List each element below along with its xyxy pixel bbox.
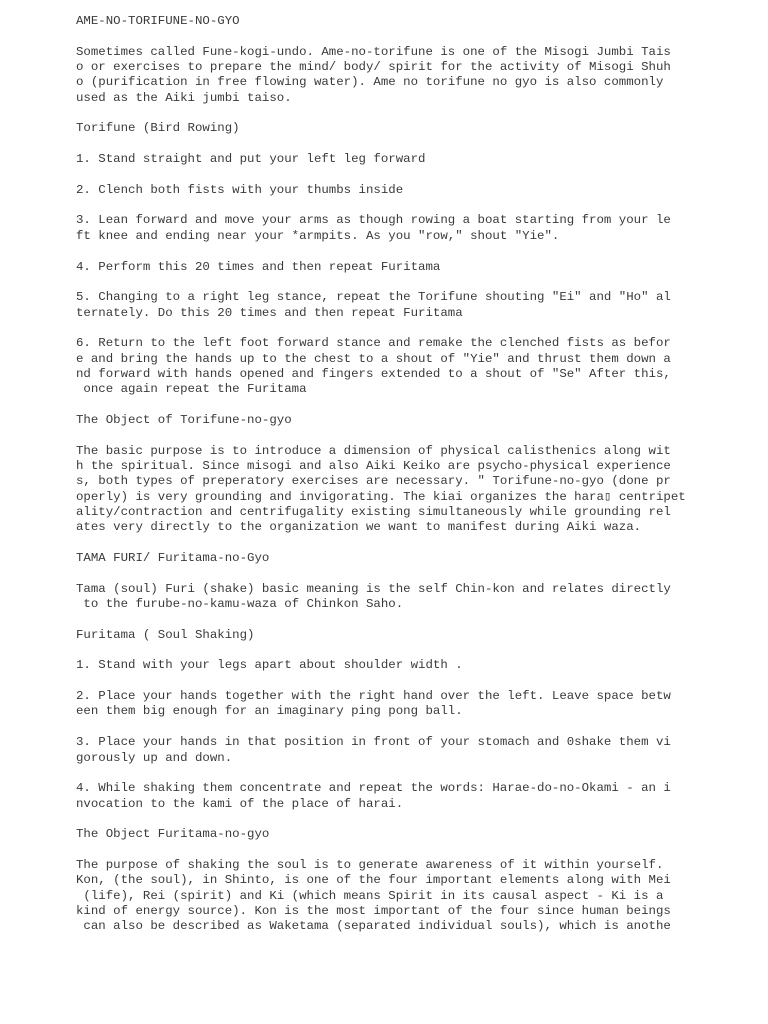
text-line: The Object Furitama-no-gyo: [76, 827, 270, 842]
document-page: [76, 14, 686, 950]
document-title: [76, 14, 676, 29]
furitama-step-2: [76, 689, 676, 720]
step-1: [76, 152, 676, 167]
text-line: 3. Lean forward and move your arms as though rowing a boat starting from your le: [76, 213, 671, 228]
section-heading-object-furitama: [76, 827, 676, 842]
text-line: een them big enough for an imaginary ping pong ball.: [76, 704, 463, 719]
text-line: s, both types of preperatory exercises are necessary. " Torifune-no-gyo (done pr: [76, 474, 671, 489]
intro-paragraph: [76, 45, 676, 106]
text-line: ternately. Do this 20 times and then repeat Furitama: [76, 305, 463, 320]
section-heading-tama-furi: [76, 551, 676, 566]
text-line: 1. Stand with your legs apart about shoulder width .: [76, 658, 463, 673]
text-line: AME-NO-TORIFUNE-NO-GYO: [76, 14, 240, 28]
text-line: used as the Aiki jumbi taiso.: [76, 90, 292, 105]
step-3: [76, 213, 676, 244]
text-line: o or exercises to prepare the mind/ body/ spirit for the activity of Misogi Shuh: [76, 60, 671, 75]
text-line: 4. Perform this 20 times and then repeat Furitama: [76, 259, 441, 274]
text-line: ft knee and ending near your *armpits. As you "row," shout "Yie".: [76, 228, 560, 243]
text-line: o (purification in free flowing water). Ame no torifune no gyo is also commonly: [76, 75, 664, 90]
text-line: nd forward with hands opened and fingers extended to a shout of "Se" After this,: [76, 366, 671, 381]
text-line: 5. Changing to a right leg stance, repeat the Torifune shouting "Ei" and "Ho" al: [76, 290, 671, 305]
text-line: The Object of Torifune-no-gyo: [76, 412, 292, 427]
text-line: 2. Clench both fists with your thumbs inside: [76, 182, 404, 197]
text-line: ality/contraction and centrifugality existing simultaneously while grounding rel: [76, 505, 671, 519]
text-line: 6. Return to the left foot forward stance and remake the clenched fists as befor: [76, 336, 671, 351]
paragraph-tama-soul: [76, 582, 676, 613]
section-heading-furitama: [76, 628, 676, 643]
text-line: Tama (soul) Furi (shake) basic meaning is the self Chin-kon and relates directly: [76, 581, 671, 596]
text-line: gorously up and down.: [76, 750, 233, 765]
text-line: kind of energy source). Kon is the most important of the four since human beings: [76, 903, 671, 918]
text-line: The basic purpose is to introduce a dimension of physical calisthenics along wit: [76, 443, 671, 458]
text-line: 4. While shaking them concentrate and repeat the words: Harae-do-no-Okami - an i: [76, 781, 671, 796]
text-line: (life), Rei (spirit) and Ki (which means Spirit in its causal aspect - Ki is a: [76, 888, 664, 903]
step-4: [76, 260, 676, 275]
text-line: Kon, (the soul), in Shinto, is one of the four important elements along with Mei: [76, 873, 671, 888]
text-line: once again repeat the Furitama: [76, 382, 307, 397]
paragraph-basic-purpose: [76, 443, 686, 536]
text-line: h the spiritual. Since misogi and also Aiki Keiko are psycho-physical experience: [76, 458, 671, 473]
text-line: The purpose of shaking the soul is to generate awareness of it within yourself.: [76, 857, 664, 872]
furitama-step-1: [76, 658, 676, 673]
step-2: [76, 183, 676, 198]
step-5: [76, 290, 676, 321]
text-line: operly) is very grounding and invigorating. The kiai organizes the hara▯ centripet: [76, 489, 686, 504]
text-line: 2. Place your hands together with the right hand over the left. Leave space betw: [76, 689, 671, 704]
text-line: nvocation to the kami of the place of harai.: [76, 796, 404, 811]
text-line: 1. Stand straight and put your left leg forward: [76, 152, 426, 167]
text-line: Torifune (Bird Rowing): [76, 121, 240, 136]
text-line: 3. Place your hands in that position in front of your stomach and 0shake them vi: [76, 735, 671, 750]
text-line: can also be described as Waketama (separated individual souls), which is anothe: [76, 919, 671, 934]
text-line: TAMA FURI/ Furitama-no-Gyo: [76, 551, 270, 566]
step-6: [76, 336, 676, 397]
furitama-step-4: [76, 781, 676, 812]
text-line: ates very directly to the organization we want to manifest during Aiki waza.: [76, 520, 642, 535]
text-line: Furitama ( Soul Shaking): [76, 627, 255, 642]
section-heading-torifune: [76, 121, 676, 136]
text-line: e and bring the hands up to the chest to a shout of "Yie" and thrust them down a: [76, 351, 671, 366]
text-line: Sometimes called Fune-kogi-undo. Ame-no-torifune is one of the Misogi Jumbi Tais: [76, 44, 671, 59]
section-heading-object-torifune: [76, 413, 676, 428]
text-line: to the furube-no-kamu-waza of Chinkon Saho.: [76, 597, 404, 612]
furitama-step-3: [76, 735, 676, 766]
paragraph-shaking-soul: [76, 858, 676, 935]
